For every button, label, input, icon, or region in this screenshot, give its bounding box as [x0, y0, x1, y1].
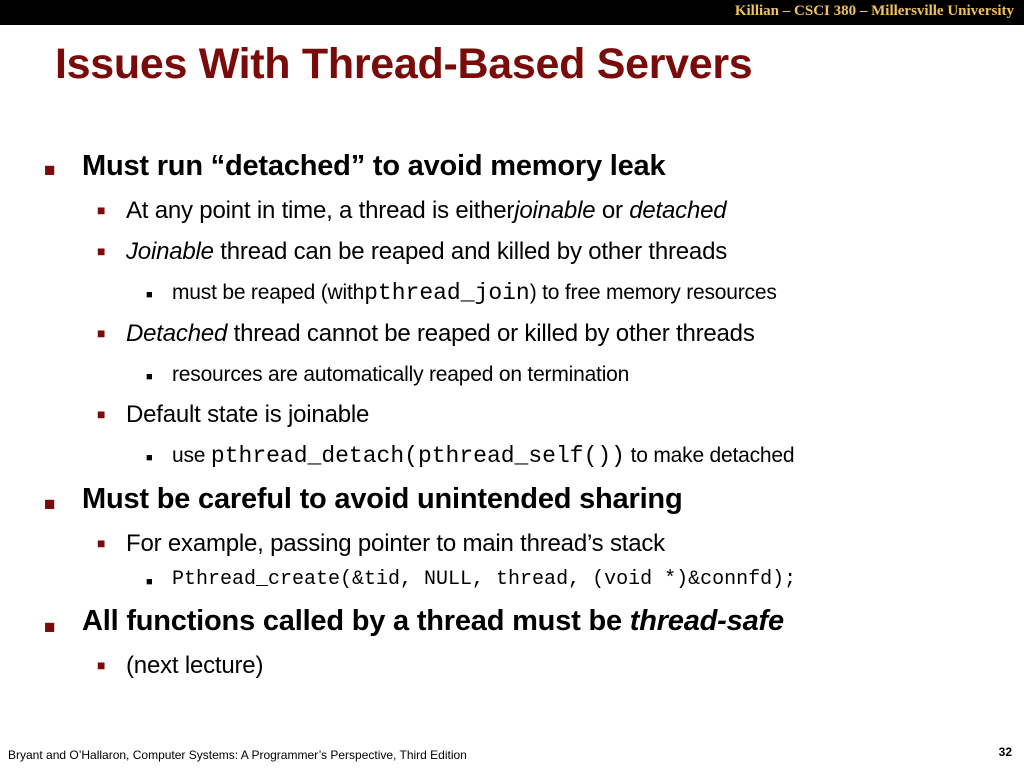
bullet-level3: Pthread_create(&tid, NULL, thread, (void *)&connfd); [172, 568, 797, 591]
footer-citation: Bryant and O’Hallaron, Computer Systems: A Programmer’s Perspective, Third Edition [8, 748, 467, 762]
bullet-square-icon: ■ [97, 325, 106, 341]
bullet-level2: Joinable thread can be reaped and killed by other threads [126, 238, 728, 265]
bullet-level3: use pthread_detach(pthread_self()) to make detached [172, 443, 795, 469]
slide-title: Issues With Thread-Based Servers [55, 40, 753, 88]
bullet-square-icon: ■ [146, 452, 153, 464]
bullet-square-icon: ■ [44, 617, 56, 638]
bullet-level1: Must run “detached” to avoid memory leak [82, 150, 666, 182]
bullet-square-icon: ■ [146, 576, 153, 588]
bullet-square-icon: ■ [97, 202, 106, 218]
bullet-level3: resources are automatically reaped on termination [172, 363, 630, 386]
bullet-level2: (next lecture) [126, 652, 264, 679]
bullet-square-icon: ■ [97, 535, 106, 551]
bullet-level2: Detached thread cannot be reaped or killed by other threads [126, 320, 755, 347]
bullet-level2: Default state is joinable [126, 401, 370, 428]
bullet-square-icon: ■ [97, 243, 106, 259]
bullet-level1: Must be careful to avoid unintended sharing [82, 483, 683, 515]
page-number: 32 [998, 745, 1012, 759]
course-label: Killian – CSCI 380 – Millersville University [734, 3, 1014, 19]
bullet-square-icon: ■ [44, 160, 56, 181]
bullet-level2: For example, passing pointer to main thread’s stack [126, 530, 665, 557]
bullet-square-icon: ■ [97, 657, 106, 673]
bullet-square-icon: ■ [44, 494, 56, 515]
bullet-level1: All functions called by a thread must be thread-safe [82, 605, 784, 637]
bullet-square-icon: ■ [97, 406, 106, 422]
bullet-square-icon: ■ [146, 289, 153, 301]
header-bar [0, 0, 1024, 25]
bullet-level2: At any point in time, a thread is either joinable or detached [126, 197, 727, 224]
bullet-square-icon: ■ [146, 371, 153, 383]
bullet-level3: must be reaped (with pthread_join ) to free memory resources [172, 280, 777, 306]
